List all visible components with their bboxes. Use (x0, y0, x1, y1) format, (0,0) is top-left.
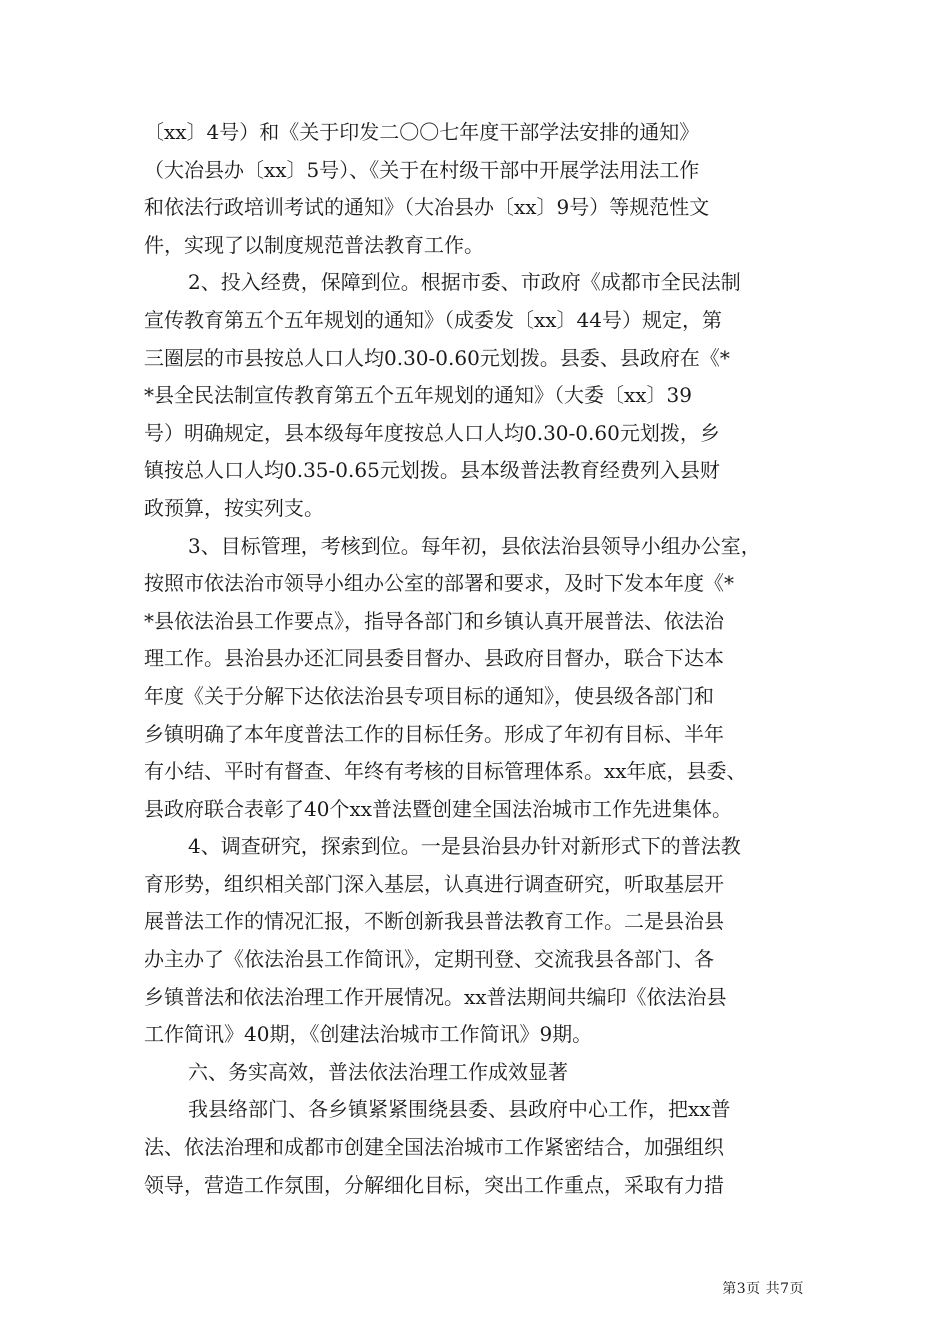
text-line: 2、投入经费，保障到位。根据市委、市政府《成都市全民法制 (188, 270, 741, 295)
text-line: 领导，营造工作氛围，分解细化目标，突出工作重点，采取有力措 (144, 1172, 724, 1197)
text-line: *县依法治县工作要点》，指导各部门和乡镇认真开展普法、依法治 (144, 608, 724, 633)
text-line: 工作简讯》40期，《创建法治城市工作简讯》9期。 (144, 1022, 593, 1047)
text-line: 政预算，按实列支。 (144, 495, 324, 520)
page-number-footer: 第3页 共7页 (722, 1281, 804, 1297)
text-line: 县政府联合表彰了40个xx普法暨创建全国法治城市工作先进集体。 (144, 796, 733, 821)
text-line: 4、调查研究，探索到位。一是县治县办针对新形式下的普法教 (188, 834, 741, 859)
text-line: 三圈层的市县按总人口人均0.30-0.60元划拨。县委、县政府在《* (144, 345, 730, 370)
text-line: 法、依法治理和成都市创建全国法治城市工作紧密结合，加强组织 (144, 1135, 724, 1160)
text-line: 我县络部门、各乡镇紧紧围绕县委、县政府中心工作，把xx普 (188, 1097, 731, 1122)
text-line: 办主办了《依法治县工作简讯》，定期刊登、交流我县各部门、各 (144, 947, 714, 972)
text-line: 展普法工作的情况汇报，不断创新我县普法教育工作。二是县治县 (144, 909, 724, 934)
text-line: 乡镇明确了本年度普法工作的目标任务。形成了年初有目标、半年 (144, 721, 724, 746)
text-line: 件，实现了以制度规范普法教育工作。 (144, 232, 484, 257)
text-line: 〔xx〕4号）和《关于印发二〇〇七年度干部学法安排的通知》 (144, 120, 700, 144)
text-line: 育形势，组织相关部门深入基层，认真进行调查研究，听取基层开 (144, 871, 724, 896)
text-line: 3、目标管理，考核到位。每年初，县依法治县领导小组办公室， (188, 533, 761, 558)
text-line: 按照市依法治市领导小组办公室的部署和要求，及时下发本年度《* (144, 571, 734, 596)
text-line: 和依法行政培训考试的通知》（大冶县办〔xx〕9号）等规范性文 (144, 195, 710, 220)
text-line: （大冶县办〔xx〕5号）、《关于在村级干部中开展学法用法工作 (144, 157, 700, 182)
text-line: 号）明确规定，县本级每年度按总人口人均0.30-0.60元划拨，乡 (144, 420, 720, 445)
text-line: 镇按总人口人均0.35-0.65元划拨。县本级普法教育经费列入县财 (144, 458, 720, 483)
text-line: 理工作。县治县办还汇同县委目督办、县政府目督办，联合下达本 (144, 646, 724, 671)
body-text (144, 114, 812, 1204)
text-line: *县全民法制宣传教育第五个五年规划的通知》（大委〔xx〕39 (144, 383, 693, 408)
text-line: 乡镇普法和依法治理工作开展情况。xx普法期间共编印《依法治县 (144, 984, 727, 1009)
text-line: 年度《关于分解下达依法治县专项目标的通知》，使县级各部门和 (144, 683, 714, 708)
text-line: 六、务实高效，普法依法治理工作成效显著 (188, 1059, 568, 1084)
text-line: 宣传教育第五个五年规划的通知》（成委发〔xx〕44号）规定，第 (144, 307, 723, 332)
text-line: 有小结、平时有督查、年终有考核的目标管理体系。xx年底，县委、 (144, 759, 747, 784)
